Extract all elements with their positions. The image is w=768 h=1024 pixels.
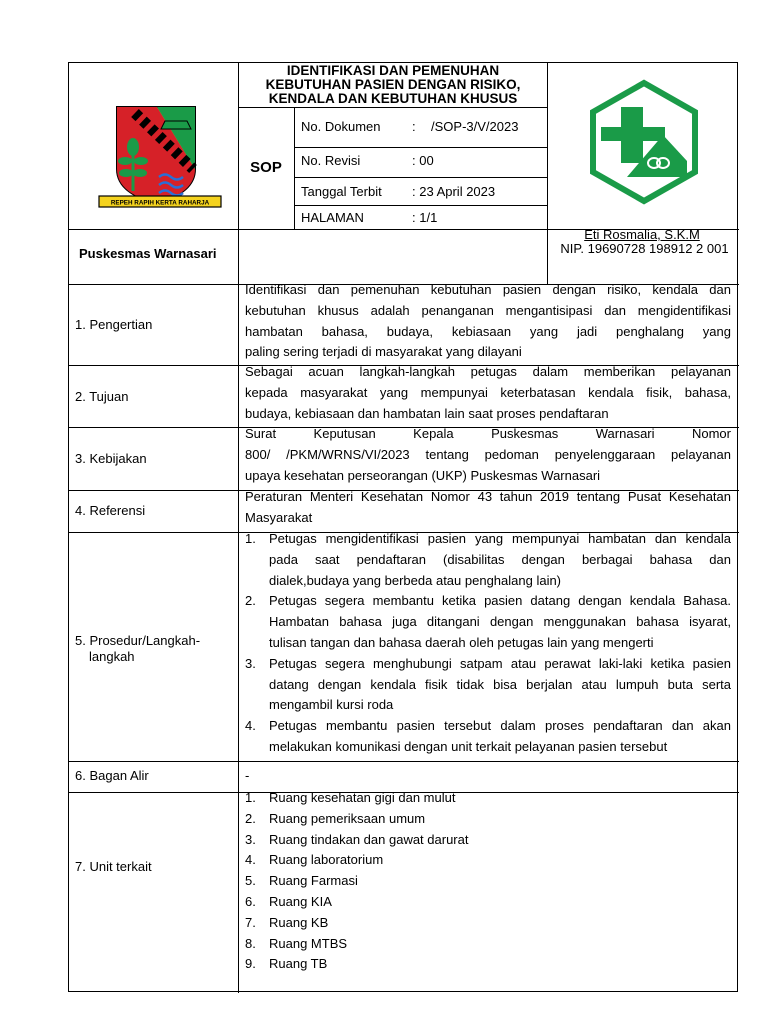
text-line: Petugas membantu pasien tersebut dalam proses pendaftaran dan akan (269, 718, 731, 734)
text-line: Petugas segera membantu ketika pasien datang dengan kendala Bahasa. (269, 593, 731, 609)
regency-logo (95, 99, 225, 211)
item-number: 9. (245, 956, 256, 972)
meta-line-3 (294, 205, 547, 206)
document-title (239, 63, 547, 106)
text-line: Identifikasi dan pemenuhan kebutuhan pasien dengan risiko, kendala dan (245, 282, 731, 297)
puskesmas-logo (581, 79, 707, 205)
signer-nip: NIP. 19690728 198912 2 001 (560, 241, 729, 256)
header-right-divider (547, 63, 548, 285)
text-line: dialek,budaya yang berbeda atau penghalang lain) (269, 572, 562, 588)
text-line: 800/ /PKM/WRNS/VI/2023 tentang pedoman penyelenggaraan pelayanan (245, 446, 731, 462)
section-line-6 (69, 761, 739, 762)
prosedur-label: 5. Prosedur/Langkah- (75, 633, 201, 648)
text-line: Peraturan Menteri Kesehatan Nomor 43 tahun 2019 tentang Pusat Kesehatan (245, 489, 731, 504)
item-text: Ruang TB (269, 956, 328, 972)
referensi-text (245, 487, 731, 529)
text-line: Masyarakat (245, 509, 313, 525)
page-label: HALAMAN (301, 210, 364, 225)
text-line: budaya, kebiasaan dan hambatan lain saat proses pendaftaran (245, 405, 609, 421)
list-item (245, 954, 731, 975)
list-item (245, 892, 731, 913)
prosedur-steps (245, 529, 731, 758)
signer-name: Eti Rosmalia, S.K.M (584, 227, 700, 242)
list-item (245, 654, 731, 716)
list-item (245, 934, 731, 955)
text-line: Hambatan bahasa juga ditangani dengan menggunakan bahasa isyarat, (269, 614, 731, 630)
title-line-2: KEBUTUHAN PASIEN DENGAN RISIKO, (265, 77, 521, 92)
sop-divider (294, 107, 295, 229)
step-number: 4. (245, 718, 256, 734)
tujuan-label: 2. Tujuan (75, 389, 129, 404)
meta-line-1 (294, 147, 547, 148)
unit-terkait-list (245, 788, 731, 975)
item-text: Ruang pemeriksaan umum (269, 810, 426, 826)
bagan-alir-label: 6. Bagan Alir (75, 768, 149, 783)
column-divider (238, 63, 239, 993)
step-number: 3. (245, 655, 256, 671)
item-number: 6. (245, 893, 256, 909)
text-line: datang dengan kendala fisik tidak bisa berjalan atau lumpuh buta serta (269, 676, 731, 692)
item-number: 3. (245, 831, 256, 847)
list-item (245, 913, 731, 934)
item-text: Ruang laboratorium (269, 852, 384, 868)
prosedur-label-cont: langkah (89, 649, 135, 664)
list-item (245, 850, 731, 871)
text-line: kebutuhan khusus adalah penanganan mengantisipasi dan mengidentifikasi (245, 302, 731, 318)
text-line: paling sering terjadi di masyarakat yang dilayani (245, 344, 522, 360)
item-text: Ruang MTBS (269, 935, 348, 951)
referensi-label: 4. Referensi (75, 503, 146, 518)
text-line: Sebagai acuan langkah-langkah petugas dalam memberikan pelayanan (245, 364, 731, 379)
step-number: 2. (245, 593, 256, 609)
text-line: Petugas mengidentifikasi pasien yang mempunyai hambatan dan kendala (269, 531, 731, 546)
issue-date-value: : 23 April 2023 (412, 184, 496, 199)
title-bottom-line (238, 107, 547, 108)
list-item (245, 788, 731, 809)
regency-logo-motto: REPEH RAPIH KERTA RAHARJA (110, 199, 210, 207)
list-item (245, 716, 731, 758)
text-line: tulisan tangan dan bahasa daerah oleh petugas lain yang mengerti (269, 634, 654, 650)
pengertian-text (245, 280, 731, 363)
text-line: kepada masyarakat yang mempunyai keterbatasan kendala fisik, bahasa, (245, 384, 731, 400)
text-line: pada saat pendaftaran (disabilitas dengan berbagai bahasa dan (269, 551, 731, 567)
doc-number-value: /SOP-3/V/2023 (431, 119, 519, 134)
doc-number-label: No. Dokumen (301, 119, 381, 134)
step-number: 1. (245, 531, 256, 546)
item-number: 8. (245, 935, 256, 951)
item-number: 5. (245, 873, 256, 889)
title-line-3: KENDALA DAN KEBUTUHAN KHUSUS (268, 91, 518, 106)
item-number: 1. (245, 790, 256, 805)
list-item (245, 830, 731, 851)
text-line: Surat Keputusan Kepala Puskesmas Warnasari Nomor (245, 426, 731, 441)
org-name: Puskesmas Warnasari (79, 246, 217, 261)
kebijakan-text (245, 424, 731, 486)
sop-label: SOP (250, 159, 282, 176)
unit-terkait-label: 7. Unit terkait (75, 859, 152, 874)
item-number: 2. (245, 810, 256, 826)
text-line: mengambil kursi roda (269, 697, 394, 713)
item-text: Ruang KIA (269, 893, 332, 909)
item-text: Ruang tindakan dan gawat darurat (269, 831, 469, 847)
item-number: 4. (245, 852, 256, 868)
text-line: upaya kesehatan perseorangan (UKP) Puskesmas Warnasari (245, 467, 601, 483)
sop-document (68, 62, 738, 992)
revision-value: : 00 (412, 153, 434, 168)
pengertian-label: 1. Pengertian (75, 317, 153, 332)
item-text: Ruang kesehatan gigi dan mulut (269, 790, 456, 805)
page-value: : 1/1 (412, 210, 438, 225)
bagan-alir-value: - (245, 768, 250, 783)
list-item (245, 591, 731, 653)
item-number: 7. (245, 914, 256, 930)
text-line: melakukan komunikasi dengan unit terkait pelayanan pasien tersebut (269, 738, 668, 754)
kebijakan-label: 3. Kebijakan (75, 451, 147, 466)
tujuan-text (245, 362, 731, 424)
item-text: Ruang KB (269, 914, 329, 930)
text-line: Petugas segera menghubungi satpam atau perawat laki-laki ketika pasien (269, 655, 731, 671)
meta-line-2 (294, 177, 547, 178)
text-line: hambatan bahasa, budaya, kebiasaan yang jadi penghalang yang (245, 323, 731, 339)
title-line-1: IDENTIFIKASI DAN PEMENUHAN (286, 63, 500, 78)
list-item (245, 809, 731, 830)
revision-label: No. Revisi (301, 153, 361, 168)
list-item (245, 871, 731, 892)
item-text: Ruang Farmasi (269, 873, 358, 889)
issue-date-label: Tanggal Terbit (301, 184, 382, 199)
doc-number-colon: : (412, 119, 416, 134)
list-item (245, 529, 731, 591)
